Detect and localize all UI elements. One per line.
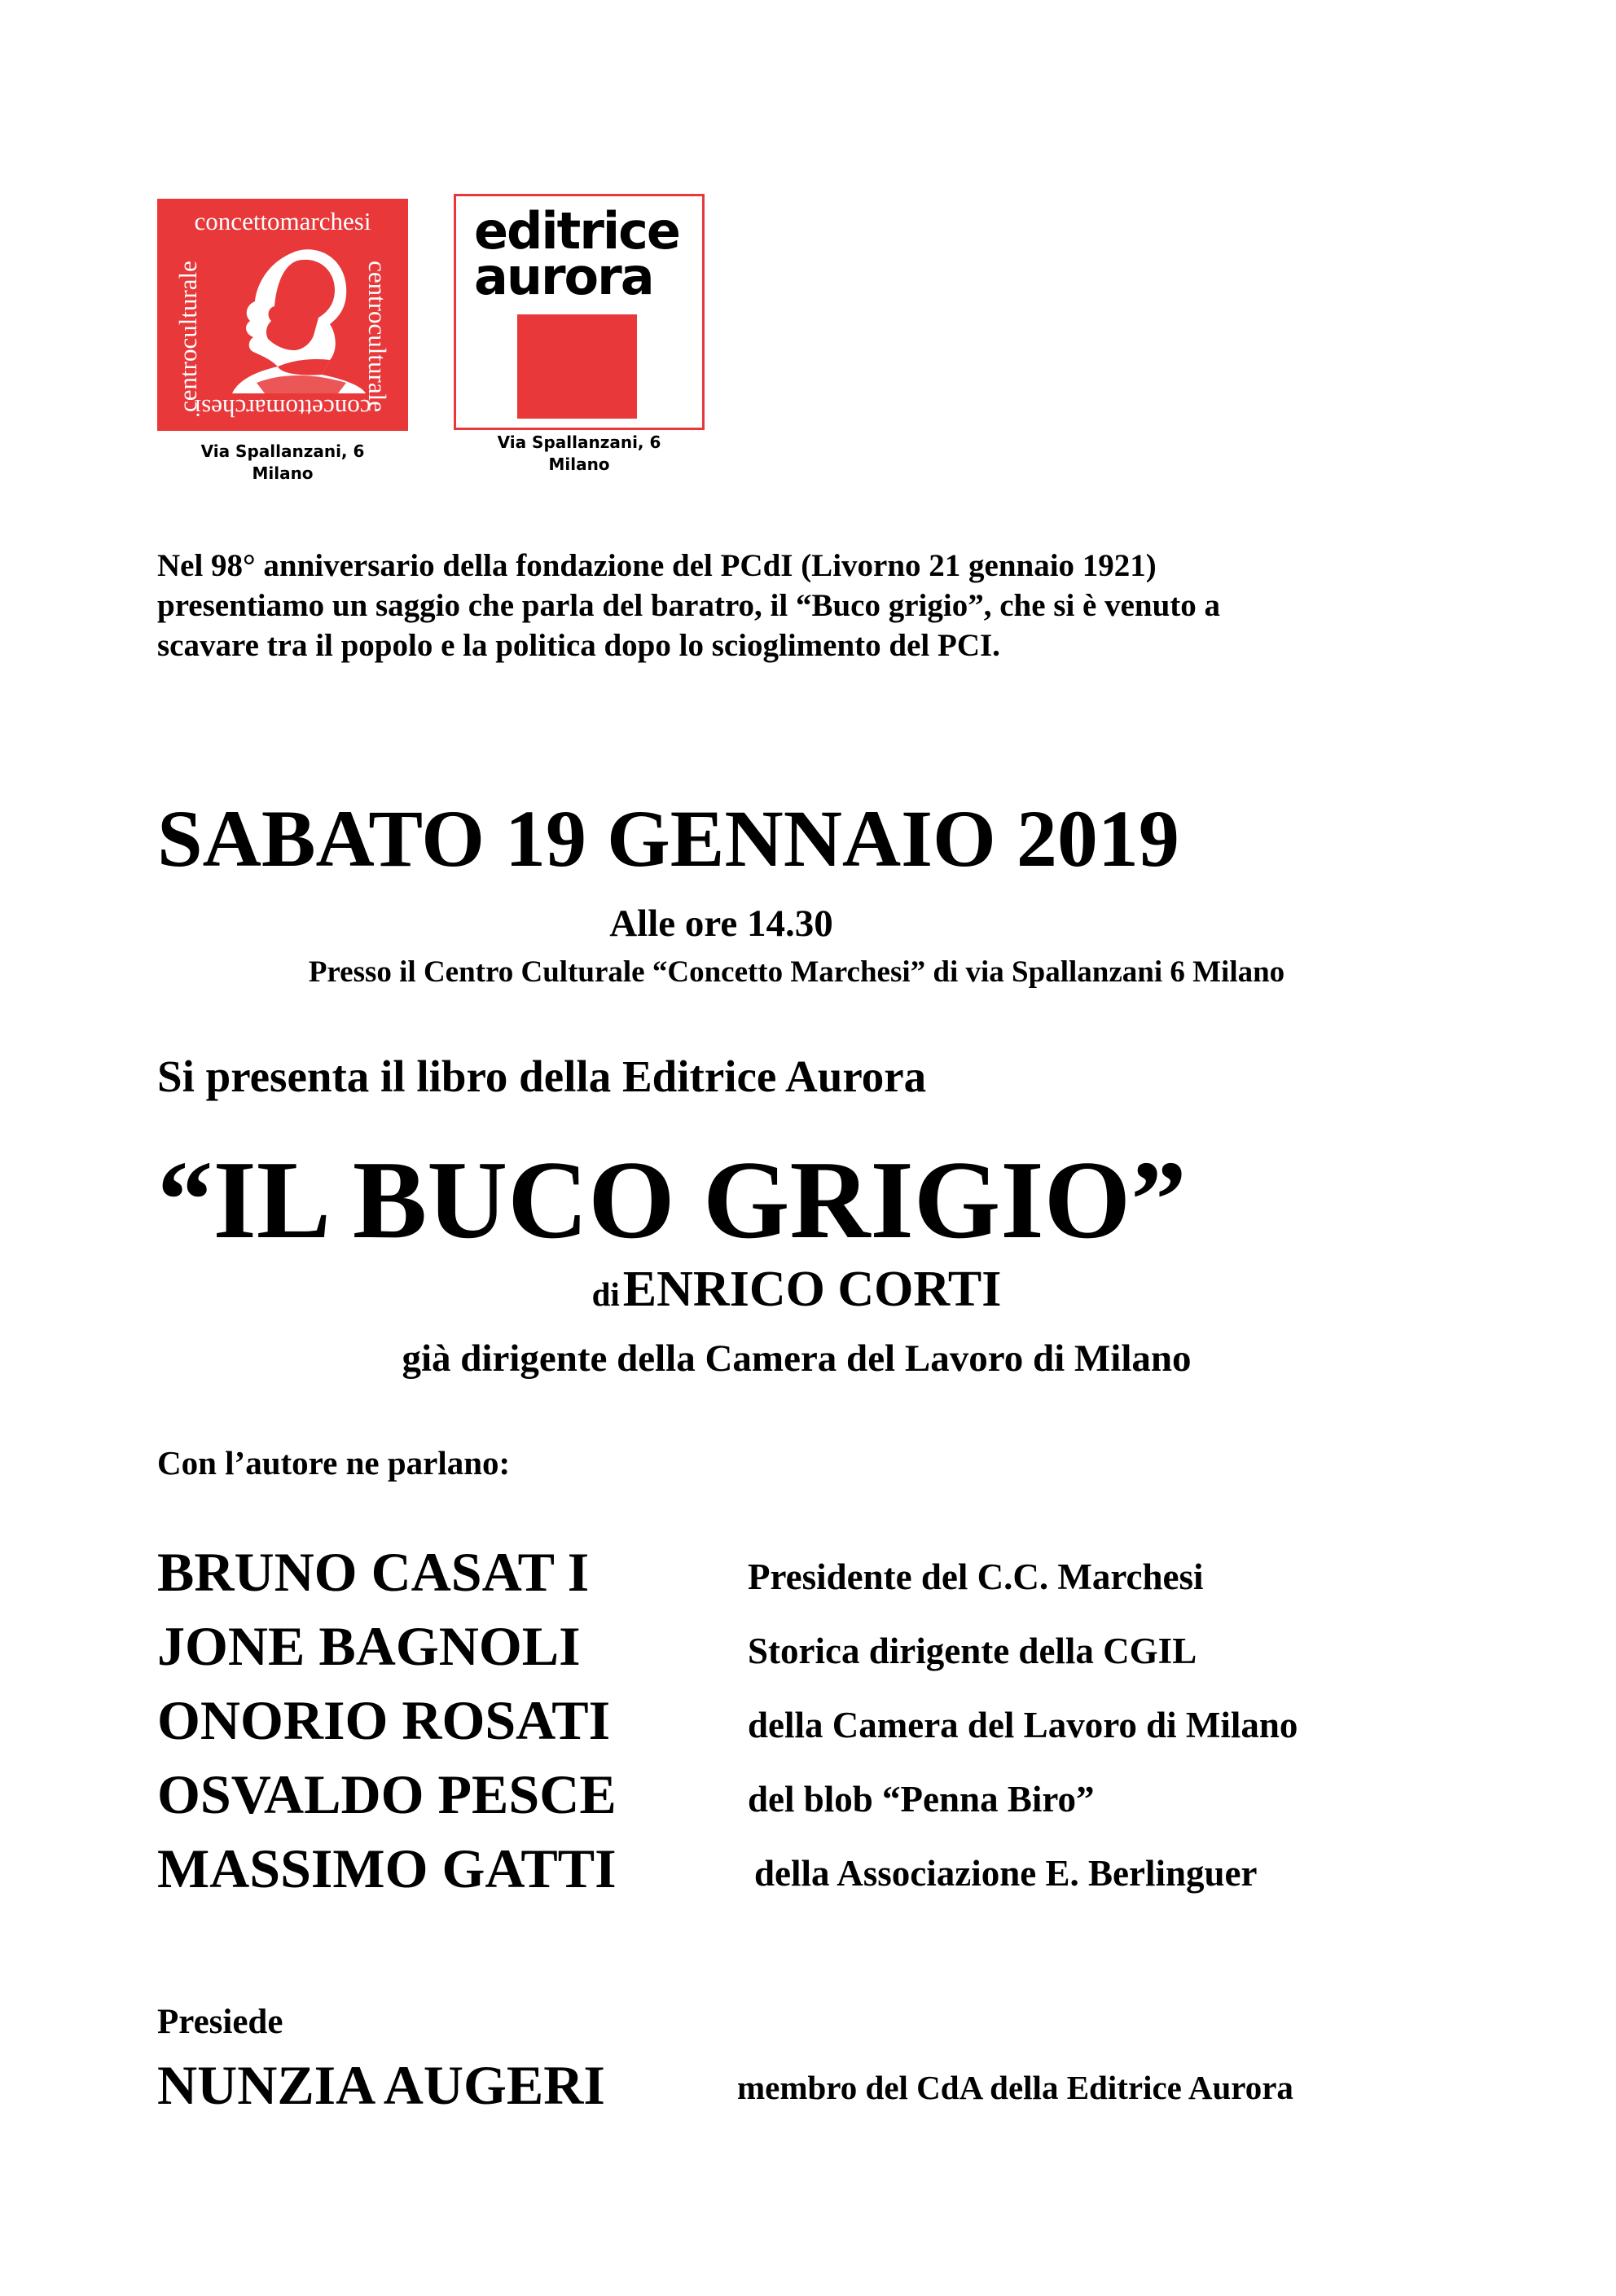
editrice-aurora-logo [454, 194, 705, 430]
speaker-name: JONE BAGNOLI [157, 1615, 581, 1677]
author-prefix: di [591, 1275, 620, 1313]
portrait-icon [200, 236, 366, 393]
book-title: “IL BUCO GRIGIO” [157, 1138, 1187, 1262]
centro-address-street: Via Spallanzani, 6 [200, 441, 365, 461]
speaker-name: OSVALDO PESCE [157, 1763, 617, 1825]
aurora-address-street: Via Spallanzani, 6 [497, 432, 661, 452]
author-role: già dirigente della Camera del Lavoro di Milano [402, 1337, 1192, 1380]
speaker-name: BRUNO CASAT I [157, 1541, 590, 1603]
aurora-address [454, 432, 705, 476]
event-place: Presso il Centro Culturale “Concetto Marchesi” di via Spallanzani 6 Milano [308, 955, 1285, 989]
logo-text-left: centroculturale [173, 261, 202, 412]
intro-line: presentiamo un saggio che parla del baratro, il “Buco grigio”, che si è venuto a [157, 588, 1221, 623]
speaker-role: della Camera del Lavoro di Milano [748, 1705, 1298, 1745]
centro-address [157, 441, 408, 485]
speaker-name: ONORIO ROSATI [157, 1689, 611, 1751]
book-presents-line: Si presenta il libro della Editrice Aurora [157, 1051, 927, 1101]
chair-name: NUNZIA AUGERI [157, 2054, 605, 2116]
speaker-role: Storica dirigente della CGIL [748, 1631, 1197, 1671]
centro-culturale-logo [157, 199, 408, 431]
speaker-role: della Associazione E. Berlinguer [754, 1853, 1258, 1894]
intro-paragraph [157, 546, 1460, 665]
red-square-icon [517, 314, 637, 419]
logo-text-right: centroculturale [363, 261, 392, 412]
centro-address-city: Milano [252, 463, 314, 483]
chair-role: membro del CdA della Editrice Aurora [737, 2069, 1293, 2106]
author-line [157, 1261, 1436, 1319]
event-time: Alle ore 14.30 [609, 902, 833, 945]
aurora-address-city: Milano [548, 454, 610, 474]
speaker-role: del blob “Penna Biro” [748, 1779, 1095, 1820]
speakers-label: Con l’autore ne parlano: [157, 1444, 511, 1482]
logo-text-top: concettomarchesi [194, 207, 371, 235]
event-date: SABATO 19 GENNAIO 2019 [157, 793, 1179, 884]
speaker-role: Presidente del C.C. Marchesi [748, 1556, 1204, 1597]
author-name: ENRICO CORTI [622, 1262, 1002, 1317]
chair-label: Presiede [157, 2003, 283, 2041]
logo-line-editrice: editrice [474, 201, 679, 261]
intro-line: scavare tra il popolo e la politica dopo lo scioglimento del PCI. [157, 628, 1000, 663]
speaker-name: MASSIMO GATTI [157, 1837, 617, 1899]
logo-line-aurora: aurora [474, 247, 653, 306]
intro-line: Nel 98° anniversario della fondazione del PCdI (Livorno 21 gennaio 1921) [157, 548, 1157, 583]
logo-text-bottom: concettomarchesi [194, 394, 371, 423]
